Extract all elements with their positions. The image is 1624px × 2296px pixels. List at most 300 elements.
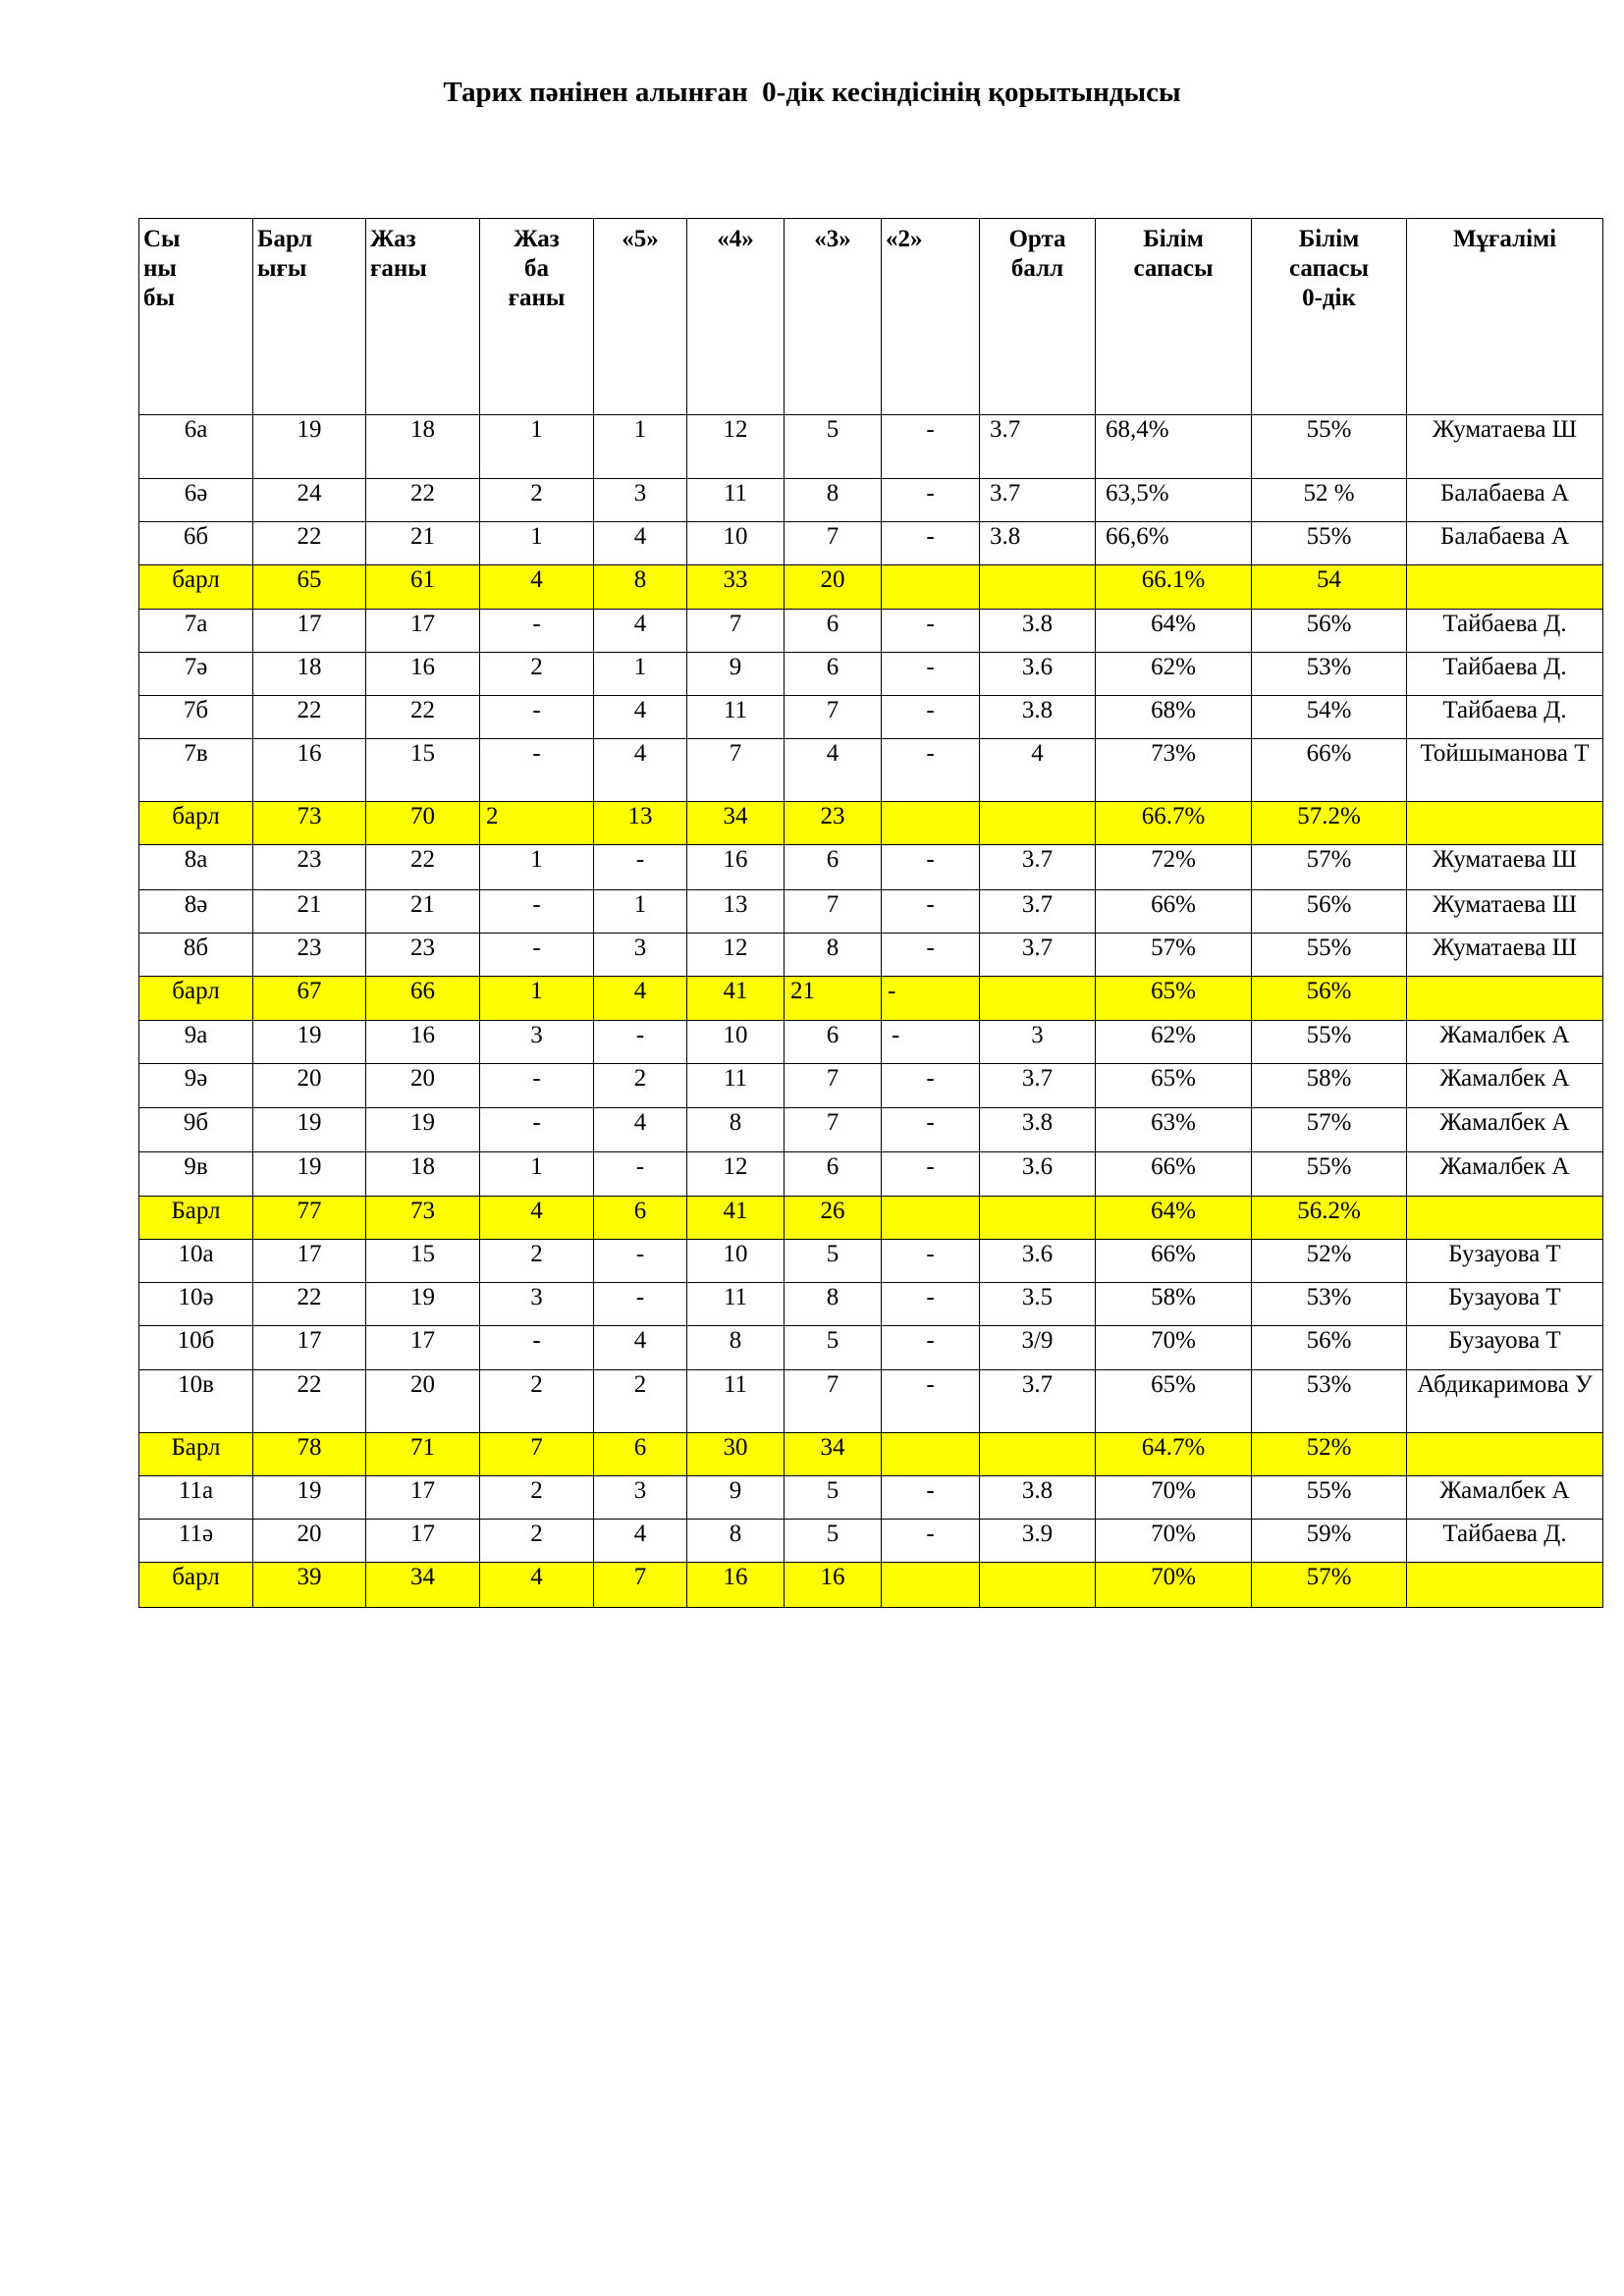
avg-score-cell bbox=[980, 565, 1096, 610]
quality-zero-cell: 56% bbox=[1252, 610, 1407, 653]
grade-4-cell: 9 bbox=[687, 1476, 785, 1520]
wrote-cell: 22 bbox=[366, 696, 480, 739]
grade-3-cell: 16 bbox=[785, 1563, 882, 1608]
avg-score-cell: 3.8 bbox=[980, 610, 1096, 653]
total-cell: 19 bbox=[253, 1021, 366, 1064]
header-line: «5» bbox=[622, 226, 659, 252]
header-teacher bbox=[1407, 219, 1603, 415]
quality-cell: 64.7% bbox=[1096, 1433, 1252, 1476]
class-cell: барл bbox=[139, 802, 253, 845]
avg-score-cell bbox=[980, 977, 1096, 1021]
quality-zero-cell: 55% bbox=[1252, 415, 1407, 479]
table-row bbox=[139, 653, 1603, 696]
total-cell: 23 bbox=[253, 934, 366, 977]
quality-cell: 58% bbox=[1096, 1283, 1252, 1326]
grade-3-cell: 6 bbox=[785, 845, 882, 890]
grade-5-cell: 1 bbox=[594, 415, 687, 479]
grade-4-cell: 8 bbox=[687, 1520, 785, 1563]
teacher-cell: Тайбаева Д. bbox=[1407, 1520, 1603, 1563]
grade-5-cell: 3 bbox=[594, 1476, 687, 1520]
grade-5-cell: - bbox=[594, 1283, 687, 1326]
header-line: ғаны bbox=[508, 285, 566, 311]
teacher-cell bbox=[1407, 1433, 1603, 1476]
avg-score-cell: 3.7 bbox=[980, 479, 1096, 522]
not-wrote-cell: 1 bbox=[480, 845, 594, 890]
grade-4-cell: 30 bbox=[687, 1433, 785, 1476]
grade-2-cell bbox=[882, 1563, 980, 1608]
not-wrote-cell: 2 bbox=[480, 1520, 594, 1563]
header-grade-2 bbox=[882, 219, 980, 415]
table-row bbox=[139, 890, 1603, 934]
wrote-cell: 15 bbox=[366, 739, 480, 802]
grade-4-cell: 8 bbox=[687, 1326, 785, 1370]
class-cell: 9ә bbox=[139, 1064, 253, 1108]
grade-2-cell: - bbox=[882, 1520, 980, 1563]
total-cell: 19 bbox=[253, 1152, 366, 1197]
teacher-cell: Жамалбек А bbox=[1407, 1152, 1603, 1197]
grade-4-cell: 33 bbox=[687, 565, 785, 610]
table-row bbox=[139, 1283, 1603, 1326]
teacher-cell: Абдикаримова У bbox=[1407, 1370, 1603, 1433]
quality-zero-cell: 55% bbox=[1252, 1021, 1407, 1064]
grade-4-cell: 16 bbox=[687, 845, 785, 890]
class-cell: 9в bbox=[139, 1152, 253, 1197]
avg-score-cell: 3/9 bbox=[980, 1326, 1096, 1370]
grade-4-cell: 11 bbox=[687, 1283, 785, 1326]
not-wrote-cell: 2 bbox=[480, 1370, 594, 1433]
avg-score-cell: 3.7 bbox=[980, 845, 1096, 890]
not-wrote-cell: - bbox=[480, 739, 594, 802]
header-line: сапасы bbox=[1133, 255, 1214, 282]
quality-cell: 70% bbox=[1096, 1326, 1252, 1370]
grade-2-cell: - bbox=[882, 845, 980, 890]
quality-cell: 64% bbox=[1096, 1197, 1252, 1240]
grade-4-cell: 12 bbox=[687, 1152, 785, 1197]
total-cell: 21 bbox=[253, 890, 366, 934]
quality-zero-cell: 57% bbox=[1252, 1108, 1407, 1152]
teacher-cell: Бузауова Т bbox=[1407, 1240, 1603, 1283]
header-line: Жаз bbox=[514, 226, 560, 252]
table-row bbox=[139, 1326, 1603, 1370]
total-row bbox=[139, 565, 1603, 610]
teacher-cell: Жамалбек А bbox=[1407, 1476, 1603, 1520]
table-row bbox=[139, 479, 1603, 522]
wrote-cell: 17 bbox=[366, 610, 480, 653]
total-cell: 23 bbox=[253, 845, 366, 890]
grade-4-cell: 12 bbox=[687, 415, 785, 479]
wrote-cell: 18 bbox=[366, 1152, 480, 1197]
wrote-cell: 66 bbox=[366, 977, 480, 1021]
wrote-cell: 22 bbox=[366, 845, 480, 890]
wrote-cell: 17 bbox=[366, 1326, 480, 1370]
avg-score-cell: 3.8 bbox=[980, 1476, 1096, 1520]
total-cell: 18 bbox=[253, 653, 366, 696]
table-row bbox=[139, 1240, 1603, 1283]
quality-zero-cell: 56% bbox=[1252, 1326, 1407, 1370]
teacher-cell: Бузауова Т bbox=[1407, 1283, 1603, 1326]
grade-5-cell: 4 bbox=[594, 1326, 687, 1370]
class-cell: барл bbox=[139, 977, 253, 1021]
total-row bbox=[139, 1197, 1603, 1240]
wrote-cell: 20 bbox=[366, 1064, 480, 1108]
avg-score-cell bbox=[980, 1197, 1096, 1240]
teacher-cell: Жуматаева Ш bbox=[1407, 415, 1603, 479]
header-line: Жаз bbox=[370, 226, 416, 252]
grade-3-cell: 4 bbox=[785, 739, 882, 802]
avg-score-cell: 3.8 bbox=[980, 522, 1096, 565]
grade-3-cell: 8 bbox=[785, 479, 882, 522]
total-cell: 22 bbox=[253, 696, 366, 739]
not-wrote-cell: 7 bbox=[480, 1433, 594, 1476]
wrote-cell: 71 bbox=[366, 1433, 480, 1476]
total-cell: 22 bbox=[253, 1283, 366, 1326]
grade-3-cell: 8 bbox=[785, 934, 882, 977]
teacher-cell: Жуматаева Ш bbox=[1407, 890, 1603, 934]
avg-score-cell: 3.5 bbox=[980, 1283, 1096, 1326]
grade-5-cell: 4 bbox=[594, 610, 687, 653]
wrote-cell: 18 bbox=[366, 415, 480, 479]
header-line: Мұғалімі bbox=[1452, 226, 1557, 252]
grade-5-cell: - bbox=[594, 1240, 687, 1283]
not-wrote-cell: 1 bbox=[480, 522, 594, 565]
grade-5-cell: 1 bbox=[594, 890, 687, 934]
grade-5-cell: 3 bbox=[594, 479, 687, 522]
grade-2-cell: - bbox=[882, 653, 980, 696]
not-wrote-cell: 2 bbox=[480, 1240, 594, 1283]
table-header-row bbox=[139, 219, 1603, 415]
wrote-cell: 21 bbox=[366, 522, 480, 565]
quality-zero-cell: 54 bbox=[1252, 565, 1407, 610]
grade-2-cell: - bbox=[882, 977, 980, 1021]
quality-zero-cell: 56.2% bbox=[1252, 1197, 1407, 1240]
grade-3-cell: 8 bbox=[785, 1283, 882, 1326]
quality-zero-cell: 54% bbox=[1252, 696, 1407, 739]
teacher-cell bbox=[1407, 1197, 1603, 1240]
teacher-cell bbox=[1407, 565, 1603, 610]
avg-score-cell: 3.6 bbox=[980, 1240, 1096, 1283]
header-line: Білім bbox=[1298, 226, 1360, 252]
not-wrote-cell: 3 bbox=[480, 1283, 594, 1326]
grade-4-cell: 10 bbox=[687, 522, 785, 565]
grade-5-cell: 3 bbox=[594, 934, 687, 977]
grade-2-cell: - bbox=[882, 1064, 980, 1108]
grade-3-cell: 5 bbox=[785, 1240, 882, 1283]
avg-score-cell bbox=[980, 1433, 1096, 1476]
grade-2-cell: - bbox=[882, 1283, 980, 1326]
not-wrote-cell: 4 bbox=[480, 1563, 594, 1608]
grade-4-cell: 8 bbox=[687, 1108, 785, 1152]
avg-score-cell: 3.8 bbox=[980, 696, 1096, 739]
table-row bbox=[139, 1476, 1603, 1520]
quality-zero-cell: 52% bbox=[1252, 1433, 1407, 1476]
grade-4-cell: 41 bbox=[687, 977, 785, 1021]
wrote-cell: 20 bbox=[366, 1370, 480, 1433]
wrote-cell: 19 bbox=[366, 1108, 480, 1152]
grade-4-cell: 16 bbox=[687, 1563, 785, 1608]
teacher-cell: Жамалбек А bbox=[1407, 1021, 1603, 1064]
grade-2-cell: - bbox=[882, 934, 980, 977]
not-wrote-cell: 2 bbox=[480, 802, 594, 845]
grade-2-cell: - bbox=[882, 479, 980, 522]
quality-zero-cell: 58% bbox=[1252, 1064, 1407, 1108]
header-line: сапасы bbox=[1288, 255, 1370, 282]
header-line: балл bbox=[1010, 255, 1064, 282]
header-grade-5 bbox=[594, 219, 687, 415]
quality-zero-cell: 55% bbox=[1252, 934, 1407, 977]
teacher-cell: Жамалбек А bbox=[1407, 1064, 1603, 1108]
quality-cell: 68,4% bbox=[1096, 415, 1252, 479]
avg-score-cell: 3.6 bbox=[980, 1152, 1096, 1197]
quality-zero-cell: 55% bbox=[1252, 1152, 1407, 1197]
quality-cell: 68% bbox=[1096, 696, 1252, 739]
avg-score-cell bbox=[980, 802, 1096, 845]
total-cell: 78 bbox=[253, 1433, 366, 1476]
quality-zero-cell: 57% bbox=[1252, 845, 1407, 890]
grade-2-cell: - bbox=[882, 1370, 980, 1433]
grade-4-cell: 11 bbox=[687, 479, 785, 522]
grade-3-cell: 26 bbox=[785, 1197, 882, 1240]
wrote-cell: 16 bbox=[366, 1021, 480, 1064]
grade-3-cell: 7 bbox=[785, 522, 882, 565]
avg-score-cell: 3 bbox=[980, 1021, 1096, 1064]
quality-zero-cell: 52 % bbox=[1252, 479, 1407, 522]
grade-5-cell: - bbox=[594, 1152, 687, 1197]
class-cell: 6а bbox=[139, 415, 253, 479]
teacher-cell: Балабаева А bbox=[1407, 479, 1603, 522]
avg-score-cell: 3.7 bbox=[980, 934, 1096, 977]
grade-3-cell: 21 bbox=[785, 977, 882, 1021]
header-line: ғаны bbox=[370, 255, 427, 282]
quality-cell: 66% bbox=[1096, 1240, 1252, 1283]
grade-4-cell: 11 bbox=[687, 696, 785, 739]
total-cell: 19 bbox=[253, 1476, 366, 1520]
not-wrote-cell: 2 bbox=[480, 1476, 594, 1520]
grade-3-cell: 5 bbox=[785, 1476, 882, 1520]
not-wrote-cell: 1 bbox=[480, 1152, 594, 1197]
grade-4-cell: 10 bbox=[687, 1240, 785, 1283]
header-quality-zero bbox=[1252, 219, 1407, 415]
class-cell: 11ә bbox=[139, 1520, 253, 1563]
quality-zero-cell: 52% bbox=[1252, 1240, 1407, 1283]
total-row bbox=[139, 977, 1603, 1021]
wrote-cell: 16 bbox=[366, 653, 480, 696]
grade-5-cell: 2 bbox=[594, 1370, 687, 1433]
grade-3-cell: 7 bbox=[785, 1370, 882, 1433]
teacher-cell bbox=[1407, 802, 1603, 845]
grade-5-cell: 1 bbox=[594, 653, 687, 696]
grade-3-cell: 7 bbox=[785, 696, 882, 739]
teacher-cell: Тайбаева Д. bbox=[1407, 610, 1603, 653]
quality-cell: 66.7% bbox=[1096, 802, 1252, 845]
wrote-cell: 17 bbox=[366, 1520, 480, 1563]
grade-5-cell: 4 bbox=[594, 1108, 687, 1152]
grade-3-cell: 7 bbox=[785, 890, 882, 934]
teacher-cell: Балабаева А bbox=[1407, 522, 1603, 565]
class-cell: 8ә bbox=[139, 890, 253, 934]
quality-cell: 65% bbox=[1096, 977, 1252, 1021]
header-grade-3 bbox=[785, 219, 882, 415]
not-wrote-cell: - bbox=[480, 610, 594, 653]
quality-cell: 64% bbox=[1096, 610, 1252, 653]
class-cell: 10б bbox=[139, 1326, 253, 1370]
header-line: Білім bbox=[1143, 226, 1204, 252]
header-grade-4 bbox=[687, 219, 785, 415]
table-row bbox=[139, 1520, 1603, 1563]
avg-score-cell: 3.6 bbox=[980, 653, 1096, 696]
quality-cell: 73% bbox=[1096, 739, 1252, 802]
grade-2-cell: - bbox=[882, 739, 980, 802]
wrote-cell: 70 bbox=[366, 802, 480, 845]
header-line: 0-дік bbox=[1302, 285, 1356, 311]
class-cell: 11а bbox=[139, 1476, 253, 1520]
class-cell: 7б bbox=[139, 696, 253, 739]
grade-4-cell: 41 bbox=[687, 1197, 785, 1240]
quality-zero-cell: 55% bbox=[1252, 1476, 1407, 1520]
grade-2-cell bbox=[882, 565, 980, 610]
quality-cell: 70% bbox=[1096, 1476, 1252, 1520]
table-body bbox=[139, 415, 1603, 1608]
header-line: «2» bbox=[886, 226, 923, 252]
wrote-cell: 34 bbox=[366, 1563, 480, 1608]
table-row bbox=[139, 415, 1603, 479]
class-cell: 6ә bbox=[139, 479, 253, 522]
wrote-cell: 23 bbox=[366, 934, 480, 977]
grade-3-cell: 6 bbox=[785, 1021, 882, 1064]
total-cell: 73 bbox=[253, 802, 366, 845]
table-row bbox=[139, 1108, 1603, 1152]
grade-5-cell: 6 bbox=[594, 1433, 687, 1476]
class-cell: 10в bbox=[139, 1370, 253, 1433]
quality-zero-cell: 59% bbox=[1252, 1520, 1407, 1563]
quality-cell: 66,6% bbox=[1096, 522, 1252, 565]
class-cell: Барл bbox=[139, 1433, 253, 1476]
results-table bbox=[138, 218, 1603, 1608]
grade-4-cell: 11 bbox=[687, 1064, 785, 1108]
total-row bbox=[139, 1563, 1603, 1608]
quality-cell: 63% bbox=[1096, 1108, 1252, 1152]
grade-2-cell bbox=[882, 802, 980, 845]
total-cell: 65 bbox=[253, 565, 366, 610]
class-cell: 10ә bbox=[139, 1283, 253, 1326]
grade-3-cell: 5 bbox=[785, 415, 882, 479]
grade-2-cell: - bbox=[882, 1476, 980, 1520]
header-line: «3» bbox=[814, 226, 851, 252]
grade-3-cell: 6 bbox=[785, 1152, 882, 1197]
avg-score-cell: 3.8 bbox=[980, 1108, 1096, 1152]
class-cell: 10а bbox=[139, 1240, 253, 1283]
teacher-cell: Тайбаева Д. bbox=[1407, 696, 1603, 739]
total-cell: 19 bbox=[253, 1108, 366, 1152]
quality-cell: 66% bbox=[1096, 890, 1252, 934]
header-line: Барл bbox=[257, 226, 313, 252]
class-cell: 8а bbox=[139, 845, 253, 890]
not-wrote-cell: 4 bbox=[480, 565, 594, 610]
header-wrote bbox=[366, 219, 480, 415]
total-cell: 17 bbox=[253, 1326, 366, 1370]
grade-2-cell: - bbox=[882, 415, 980, 479]
teacher-cell: Бузауова Т bbox=[1407, 1326, 1603, 1370]
teacher-cell: Тайбаева Д. bbox=[1407, 653, 1603, 696]
header-line: ны bbox=[143, 255, 177, 282]
quality-cell: 70% bbox=[1096, 1563, 1252, 1608]
quality-cell: 66.1% bbox=[1096, 565, 1252, 610]
header-line: ба bbox=[524, 255, 549, 282]
class-cell: барл bbox=[139, 1563, 253, 1608]
total-cell: 39 bbox=[253, 1563, 366, 1608]
table-row bbox=[139, 522, 1603, 565]
class-cell: 7а bbox=[139, 610, 253, 653]
teacher-cell: Жамалбек А bbox=[1407, 1108, 1603, 1152]
class-cell: 6б bbox=[139, 522, 253, 565]
grade-2-cell: - bbox=[882, 890, 980, 934]
quality-zero-cell: 66% bbox=[1252, 739, 1407, 802]
total-cell: 17 bbox=[253, 610, 366, 653]
avg-score-cell: 3.7 bbox=[980, 1370, 1096, 1433]
grade-4-cell: 7 bbox=[687, 739, 785, 802]
grade-4-cell: 12 bbox=[687, 934, 785, 977]
quality-zero-cell: 57% bbox=[1252, 1563, 1407, 1608]
grade-4-cell: 10 bbox=[687, 1021, 785, 1064]
grade-3-cell: 6 bbox=[785, 653, 882, 696]
grade-5-cell: 4 bbox=[594, 977, 687, 1021]
class-cell: 9б bbox=[139, 1108, 253, 1152]
grade-5-cell: 13 bbox=[594, 802, 687, 845]
grade-2-cell bbox=[882, 1197, 980, 1240]
quality-zero-cell: 53% bbox=[1252, 1283, 1407, 1326]
quality-cell: 62% bbox=[1096, 653, 1252, 696]
wrote-cell: 73 bbox=[366, 1197, 480, 1240]
grade-3-cell: 34 bbox=[785, 1433, 882, 1476]
grade-3-cell: 7 bbox=[785, 1064, 882, 1108]
not-wrote-cell: 4 bbox=[480, 1197, 594, 1240]
quality-cell: 66% bbox=[1096, 1152, 1252, 1197]
class-cell: 7в bbox=[139, 739, 253, 802]
grade-5-cell: 2 bbox=[594, 1064, 687, 1108]
wrote-cell: 17 bbox=[366, 1476, 480, 1520]
grade-4-cell: 9 bbox=[687, 653, 785, 696]
header-avg-score bbox=[980, 219, 1096, 415]
wrote-cell: 61 bbox=[366, 565, 480, 610]
avg-score-cell: 3.7 bbox=[980, 890, 1096, 934]
grade-2-cell: - bbox=[882, 1152, 980, 1197]
grade-4-cell: 7 bbox=[687, 610, 785, 653]
class-cell: 9а bbox=[139, 1021, 253, 1064]
not-wrote-cell: 3 bbox=[480, 1021, 594, 1064]
not-wrote-cell: 2 bbox=[480, 479, 594, 522]
grade-2-cell: - bbox=[882, 1240, 980, 1283]
not-wrote-cell: - bbox=[480, 934, 594, 977]
grade-2-cell: - bbox=[882, 1326, 980, 1370]
grade-2-cell: - bbox=[882, 610, 980, 653]
quality-zero-cell: 53% bbox=[1252, 653, 1407, 696]
header-not-wrote bbox=[480, 219, 594, 415]
not-wrote-cell: - bbox=[480, 1064, 594, 1108]
grade-4-cell: 11 bbox=[687, 1370, 785, 1433]
total-cell: 20 bbox=[253, 1064, 366, 1108]
class-cell: барл bbox=[139, 565, 253, 610]
quality-zero-cell: 53% bbox=[1252, 1370, 1407, 1433]
wrote-cell: 19 bbox=[366, 1283, 480, 1326]
quality-cell: 62% bbox=[1096, 1021, 1252, 1064]
grade-2-cell: - bbox=[882, 1021, 980, 1064]
quality-cell: 65% bbox=[1096, 1370, 1252, 1433]
quality-zero-cell: 56% bbox=[1252, 977, 1407, 1021]
grade-5-cell: - bbox=[594, 1021, 687, 1064]
total-cell: 67 bbox=[253, 977, 366, 1021]
quality-zero-cell: 55% bbox=[1252, 522, 1407, 565]
not-wrote-cell: - bbox=[480, 890, 594, 934]
grade-3-cell: 20 bbox=[785, 565, 882, 610]
